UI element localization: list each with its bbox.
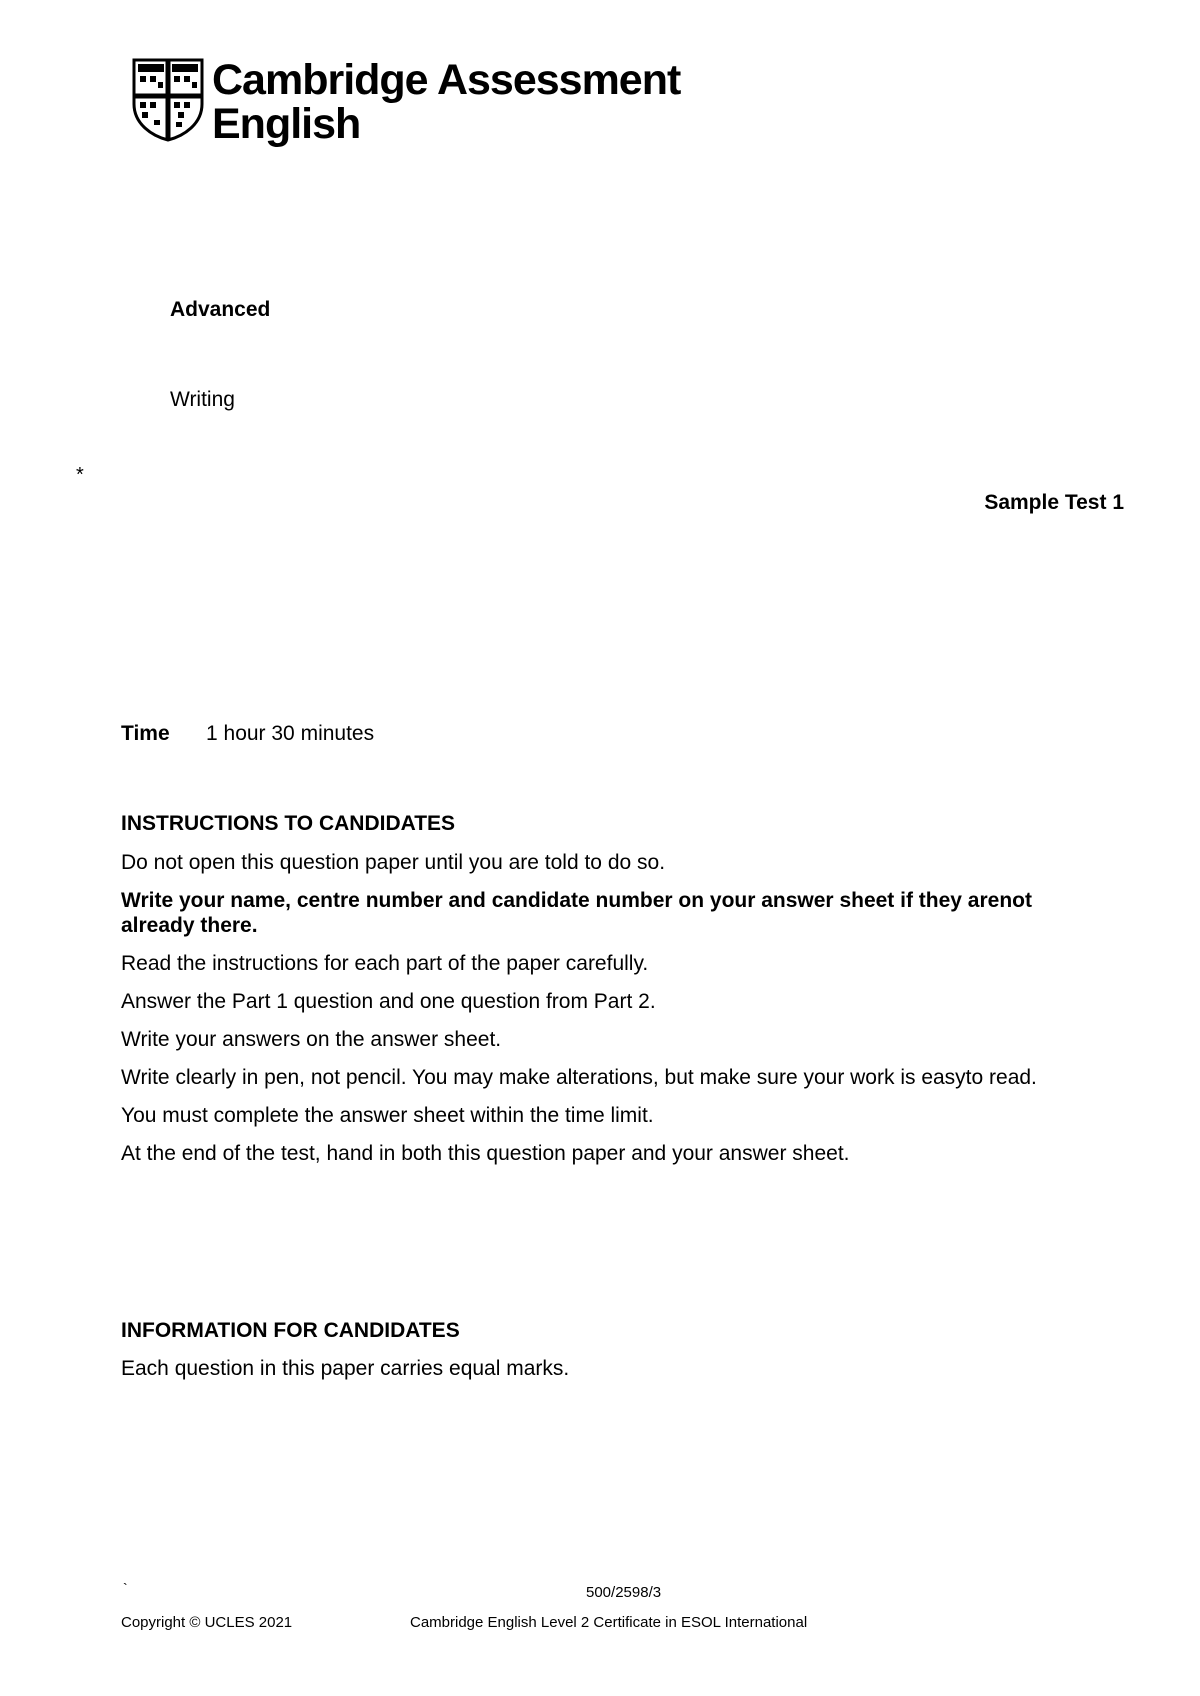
cambridge-logo (132, 56, 681, 148)
instruction-item: At the end of the test, hand in both this question paper and your answer sheet. (121, 1142, 850, 1165)
instruction-item: You must complete the answer sheet within the time limit. (121, 1104, 654, 1127)
instruction-item: Write your answers on the answer sheet. (121, 1028, 502, 1051)
paper-code: 500/2598/3 (586, 1584, 662, 1601)
instruction-item: Do not open this question paper until you are told to do so. (121, 851, 666, 874)
barcode-marker: * (76, 464, 84, 486)
exam-level: Advanced (170, 298, 271, 321)
sample-test-label: Sample Test 1 (984, 491, 1124, 514)
instructions-heading: INSTRUCTIONS TO CANDIDATES (121, 812, 456, 835)
information-text: Each question in this paper carries equal marks. (121, 1357, 570, 1380)
logo-text-line2: English (212, 100, 361, 148)
instruction-item: Answer the Part 1 question and one question from Part 2. (121, 990, 656, 1013)
instruction-item: Write clearly in pen, not pencil. You may make alterations, but make sure your work is easyto read. (121, 1066, 1037, 1089)
information-heading: INFORMATION FOR CANDIDATES (121, 1319, 460, 1342)
certificate-name: Cambridge English Level 2 Certificate in ESOL International (410, 1614, 808, 1631)
logo-text-line1: Cambridge Assessment (212, 56, 681, 104)
paper-component: Writing (170, 388, 235, 411)
instruction-item: Read the instructions for each part of the paper carefully. (121, 952, 649, 975)
footer-mark: ` (123, 1580, 128, 1596)
time-value: 1 hour 30 minutes (206, 722, 375, 745)
copyright-notice: Copyright © UCLES 2021 (121, 1614, 293, 1631)
crest-shield-icon (132, 58, 204, 142)
instruction-item: Write your name, centre number and candidate number on your answer sheet if they arenot already there. (121, 889, 1032, 937)
time-label: Time (121, 722, 170, 745)
instructions-list (121, 850, 1096, 1179)
